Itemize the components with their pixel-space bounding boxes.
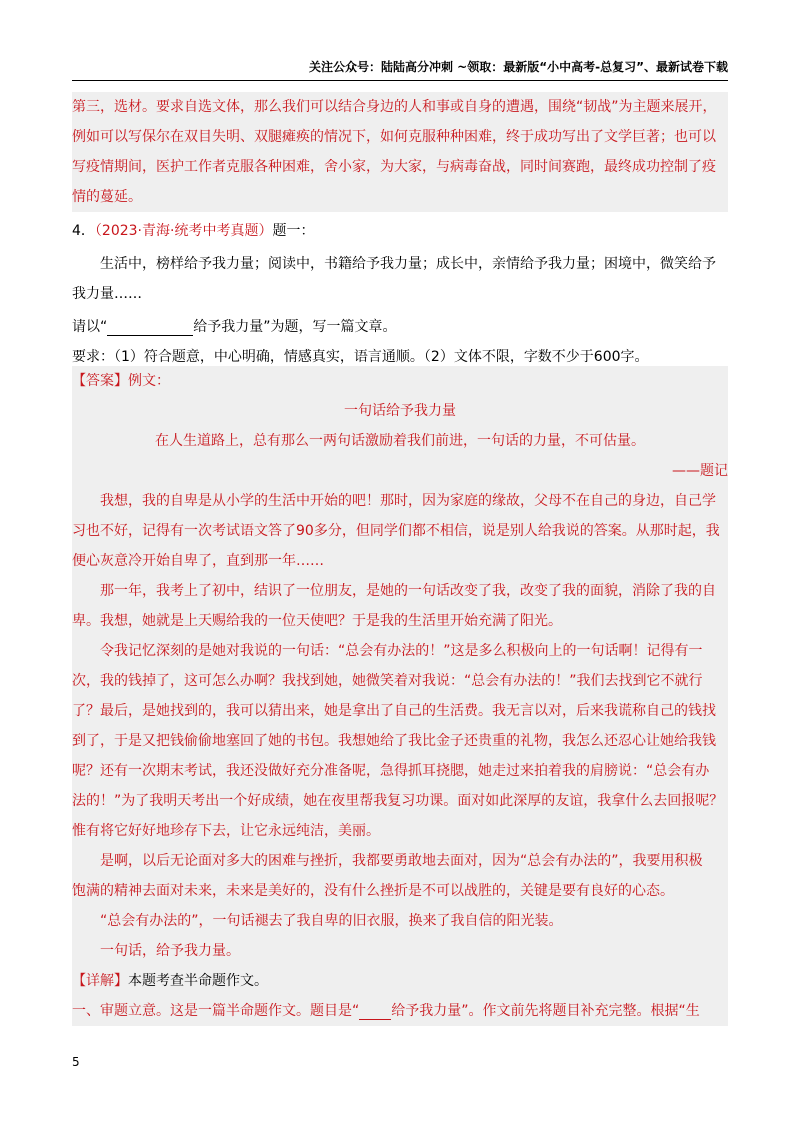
essay-line: 饱满的精神去面对未来，未来是美好的，没有什么挫折是不可以战胜的，关键是要有良好的心态。 bbox=[72, 883, 674, 899]
answer-tag: 【答案】 bbox=[72, 373, 128, 389]
essay-line: 法的！”为了我明天考出一个好成绩，她在夜里帮我复习功课。面对如此深厚的友谊，我拿什么去回报呢？ bbox=[72, 793, 724, 809]
essay-line: 便心灰意冷开始自卑了，直到那一年…… bbox=[72, 553, 324, 569]
question-instruction: 请以“ 给予我力量”为题，写一篇文章。 bbox=[72, 319, 397, 335]
question-prompt: 生活中，榜样给予我力量；阅读中，书籍给予我力量；成长中，亲情给予我力量；困境中，微笑给予 bbox=[100, 256, 716, 272]
text-line: 例如可以写保尔在双目失明、双腿瘫痪的情况下，如何克服种种困难，终于成功写出了文学巨著；也可以 bbox=[72, 129, 716, 145]
fill-blank bbox=[359, 1003, 391, 1020]
question-requirements: 要求：（1）符合题意，中心明确，情感真实，语言通顺。（2）文体不限，字数不少于600字。 bbox=[72, 349, 649, 365]
essay-epigraph: 在人生道路上，总有那么一两句话激励着我们前进，一句话的力量，不可估量。 bbox=[155, 433, 645, 449]
epigraph-sign: ——题记 bbox=[672, 463, 728, 479]
fill-blank bbox=[107, 319, 193, 336]
essay-body bbox=[72, 486, 728, 966]
essay-line: “总会有办法的”，一句话褪去了我自卑的旧衣服，换来了我自信的阳光装。 bbox=[100, 913, 563, 929]
essay-line: 习也不好，记得有一次考试语文答了90多分，但同学们都不相信，说是别人给我说的答案。从那时起，我 bbox=[72, 523, 720, 539]
question-number: 4． bbox=[72, 223, 95, 239]
question-prompt: 我力量…… bbox=[72, 286, 142, 302]
question-header bbox=[72, 216, 728, 246]
essay-line: 一句话，给予我力量。 bbox=[100, 943, 240, 959]
essay-line: 令我记忆深刻的是她对我说的一句话：“总会有办法的！”这是多么积极向上的一句话啊！记得有一 bbox=[100, 643, 703, 659]
detail-analysis: 一、审题立意。这是一篇半命题作文。题目是“ 给予我力量”。作文前先将题目补充完整。根据“生 bbox=[72, 1003, 700, 1019]
text-line: 情的蔓延。 bbox=[72, 189, 142, 205]
essay-line: 惟有将它好好地珍存下去，让它永远纯洁，美丽。 bbox=[72, 823, 380, 839]
text-line: 写疫情期间，医护工作者克服各种困难，舍小家，为大家，与病毒奋战，同时间赛跑，最终成功控制了疫 bbox=[72, 159, 716, 175]
essay-line: 次，我的钱掉了，这可怎么办啊？我找到她，她微笑着对我说：“总会有办法的！”我们去找到它不就行 bbox=[72, 673, 703, 689]
question-source: （2023·青海·统考中考真题） bbox=[94, 223, 273, 239]
question-4 bbox=[72, 216, 728, 372]
essay-line: 我想，我的自卑是从小学的生活中开始的吧！那时，因为家庭的缘故，父母不在自己的身边，自己学 bbox=[100, 493, 716, 509]
essay-line: 了？最后，是她找到的，我可以猜出来，她是拿出了自己的生活费。我无言以对，后来我谎称自己的钱找 bbox=[72, 703, 716, 719]
essay-line: 呢？还有一次期末考试，我还没做好充分准备呢，急得抓耳挠腮，她走过来拍着我的肩膀说：“总会有办 bbox=[72, 763, 710, 779]
answer-section bbox=[72, 366, 728, 1026]
page-header: 关注公众号：陆陆高分冲刺 ~领取：最新版“小中高考-总复习”、最新试卷下载 bbox=[309, 60, 728, 74]
answer-header: 【答案】例文： bbox=[72, 373, 170, 389]
essay-line: 卑。我想，她就是上天赐给我的一位天使吧？于是我的生活里开始充满了阳光。 bbox=[72, 613, 562, 629]
essay-line: 那一年，我考上了初中，结识了一位朋友，是她的一句话改变了我，改变了我的面貌，消除了我的自 bbox=[100, 583, 716, 599]
detail-tag: 【详解】 bbox=[72, 973, 128, 989]
detail-header: 【详解】本题考查半命题作文。 bbox=[72, 973, 268, 989]
essay-line: 是啊，以后无论面对多大的困难与挫折，我都要勇敢地去面对，因为“总会有办法的”，我要用积极 bbox=[100, 853, 703, 869]
essay-line: 到了，于是又把钱偷偷地塞回了她的书包。我想她给了我比金子还贵重的礼物，我怎么还忍心让她给我钱 bbox=[72, 733, 716, 749]
selection-analysis bbox=[72, 92, 728, 212]
header-divider bbox=[72, 80, 728, 81]
question-title: 题一： bbox=[272, 223, 315, 239]
page-number: 5 bbox=[72, 1055, 80, 1069]
text-line: 第三，选材。要求自选文体，那么我们可以结合身边的人和事或自身的遭遇，围绕“韧战”为主题来展开， bbox=[72, 99, 717, 115]
essay-title: 一句话给予我力量 bbox=[344, 403, 456, 419]
